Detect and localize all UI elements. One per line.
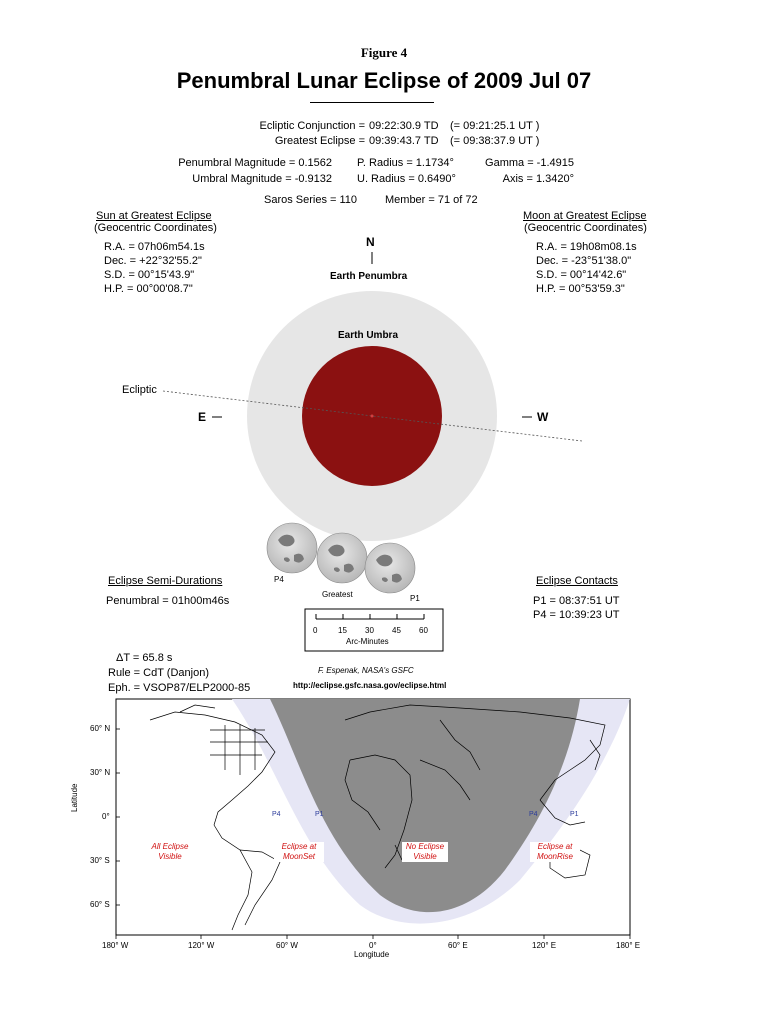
contact-p1: P1 = 08:37:51 UT (533, 595, 620, 607)
page-title: Penumbral Lunar Eclipse of 2009 Jul 07 (176, 68, 592, 93)
delta-t: ΔT = 65.8 s (116, 652, 173, 664)
p4-position-label: P4 (274, 575, 284, 584)
contacts-heading: Eclipse Contacts (536, 575, 618, 587)
region-moonrise: Eclipse at MoonRise (530, 842, 580, 862)
lon-0: 0° (369, 941, 377, 950)
figure-label: Figure 4 (360, 45, 408, 60)
west-label: W (537, 410, 549, 424)
ecliptic-conjunction-td: 09:22:30.9 TD (369, 120, 439, 132)
umbral-magnitude: Umbral Magnitude = -0.9132 (192, 173, 332, 185)
map-ylabel: Latitude (70, 783, 79, 812)
lat-0: 0° (102, 812, 110, 821)
region-no-eclipse: No Eclipse Visible (402, 842, 448, 862)
p1-position-label: P1 (410, 594, 420, 603)
map-p4-left: P4 (272, 811, 281, 818)
rule: Rule = CdT (Danjon) (108, 667, 209, 679)
moon-ra: R.A. = 19h08m08.1s (536, 241, 637, 253)
scale-unit-label: Arc-Minutes (346, 637, 389, 646)
moon-sd: S.D. = 00°14'42.6" (536, 269, 627, 281)
u-radius: U. Radius = 0.6490° (357, 173, 456, 185)
earth-penumbra-label: Earth Penumbra (330, 271, 408, 282)
map-p1-right: P1 (570, 811, 579, 818)
saros-series: Saros Series = 110 (264, 194, 358, 206)
penumbral-magnitude: Penumbral Magnitude = 0.1562 (178, 157, 332, 169)
sun-subheading: (Geocentric Coordinates) (94, 222, 217, 234)
scale-tick-45: 45 (392, 626, 401, 635)
lon-120w: 120° W (188, 941, 215, 950)
sun-dec: Dec. = +22°32'55.2" (104, 255, 202, 267)
moon-dec: Dec. = -23°51'38.0" (536, 255, 632, 267)
lon-180e: 180° E (616, 941, 641, 950)
east-label: E (198, 410, 207, 424)
gamma: Gamma = -1.4915 (485, 157, 574, 169)
greatest-eclipse-td: 09:39:43.7 TD (369, 135, 439, 147)
moon-hp: H.P. = 00°53'59.3" (536, 283, 625, 295)
lat-60s: 60° S (90, 900, 110, 909)
lat-30n: 30° N (90, 768, 111, 777)
greatest-eclipse-label: Greatest Eclipse = (274, 135, 365, 147)
scale-tick-0: 0 (313, 626, 318, 635)
map-p4-right: P4 (529, 811, 538, 818)
moon-heading: Moon at Greatest Eclipse (523, 210, 647, 222)
lon-120e: 120° E (532, 941, 557, 950)
greatest-eclipse-ut: (= 09:38:37.9 UT ) (450, 135, 540, 147)
map-p1-left: P1 (315, 811, 324, 818)
earth-umbra-label: Earth Umbra (338, 330, 399, 341)
sun-ra: R.A. = 07h06m54.1s (104, 241, 205, 253)
scale-tick-30: 30 (365, 626, 374, 635)
ephemeris: Eph. = VSOP87/ELP2000-85 (108, 682, 251, 694)
credit: F. Espenak, NASA's GSFC (318, 666, 414, 675)
source-url: http://eclipse.gsfc.nasa.gov/eclipse.html (293, 681, 447, 690)
map-xlabel: Longitude (354, 950, 390, 959)
north-label: N (366, 235, 375, 249)
lat-30s: 30° S (90, 856, 110, 865)
lon-60w: 60° W (276, 941, 298, 950)
region-all-visible: All Eclipse Visible (145, 842, 195, 862)
penumbral-semi-duration: Penumbral = 01h00m46s (106, 595, 230, 607)
ecliptic-label: Ecliptic (122, 384, 157, 396)
axis: Axis = 1.3420° (502, 173, 574, 185)
ecliptic-conjunction-ut: (= 09:21:25.1 UT ) (450, 120, 540, 132)
region-moonset: Eclipse at MoonSet (274, 842, 324, 862)
moon-subheading: (Geocentric Coordinates) (524, 222, 647, 234)
contact-p4: P4 = 10:39:23 UT (533, 609, 620, 621)
semi-durations-heading: Eclipse Semi-Durations (108, 575, 223, 587)
lat-60n: 60° N (90, 724, 111, 733)
greatest-position-label: Greatest (322, 590, 353, 599)
lon-180w: 180° W (102, 941, 129, 950)
ecliptic-conjunction-label: Ecliptic Conjunction = (259, 120, 365, 132)
sun-heading: Sun at Greatest Eclipse (96, 210, 212, 222)
sun-hp: H.P. = 00°00'08.7" (104, 283, 193, 295)
sun-sd: S.D. = 00°15'43.9" (104, 269, 195, 281)
p-radius: P. Radius = 1.1734° (357, 157, 454, 169)
saros-member: Member = 71 of 72 (385, 194, 478, 206)
scale-tick-60: 60 (419, 626, 428, 635)
lon-60e: 60° E (448, 941, 468, 950)
scale-tick-15: 15 (338, 626, 347, 635)
